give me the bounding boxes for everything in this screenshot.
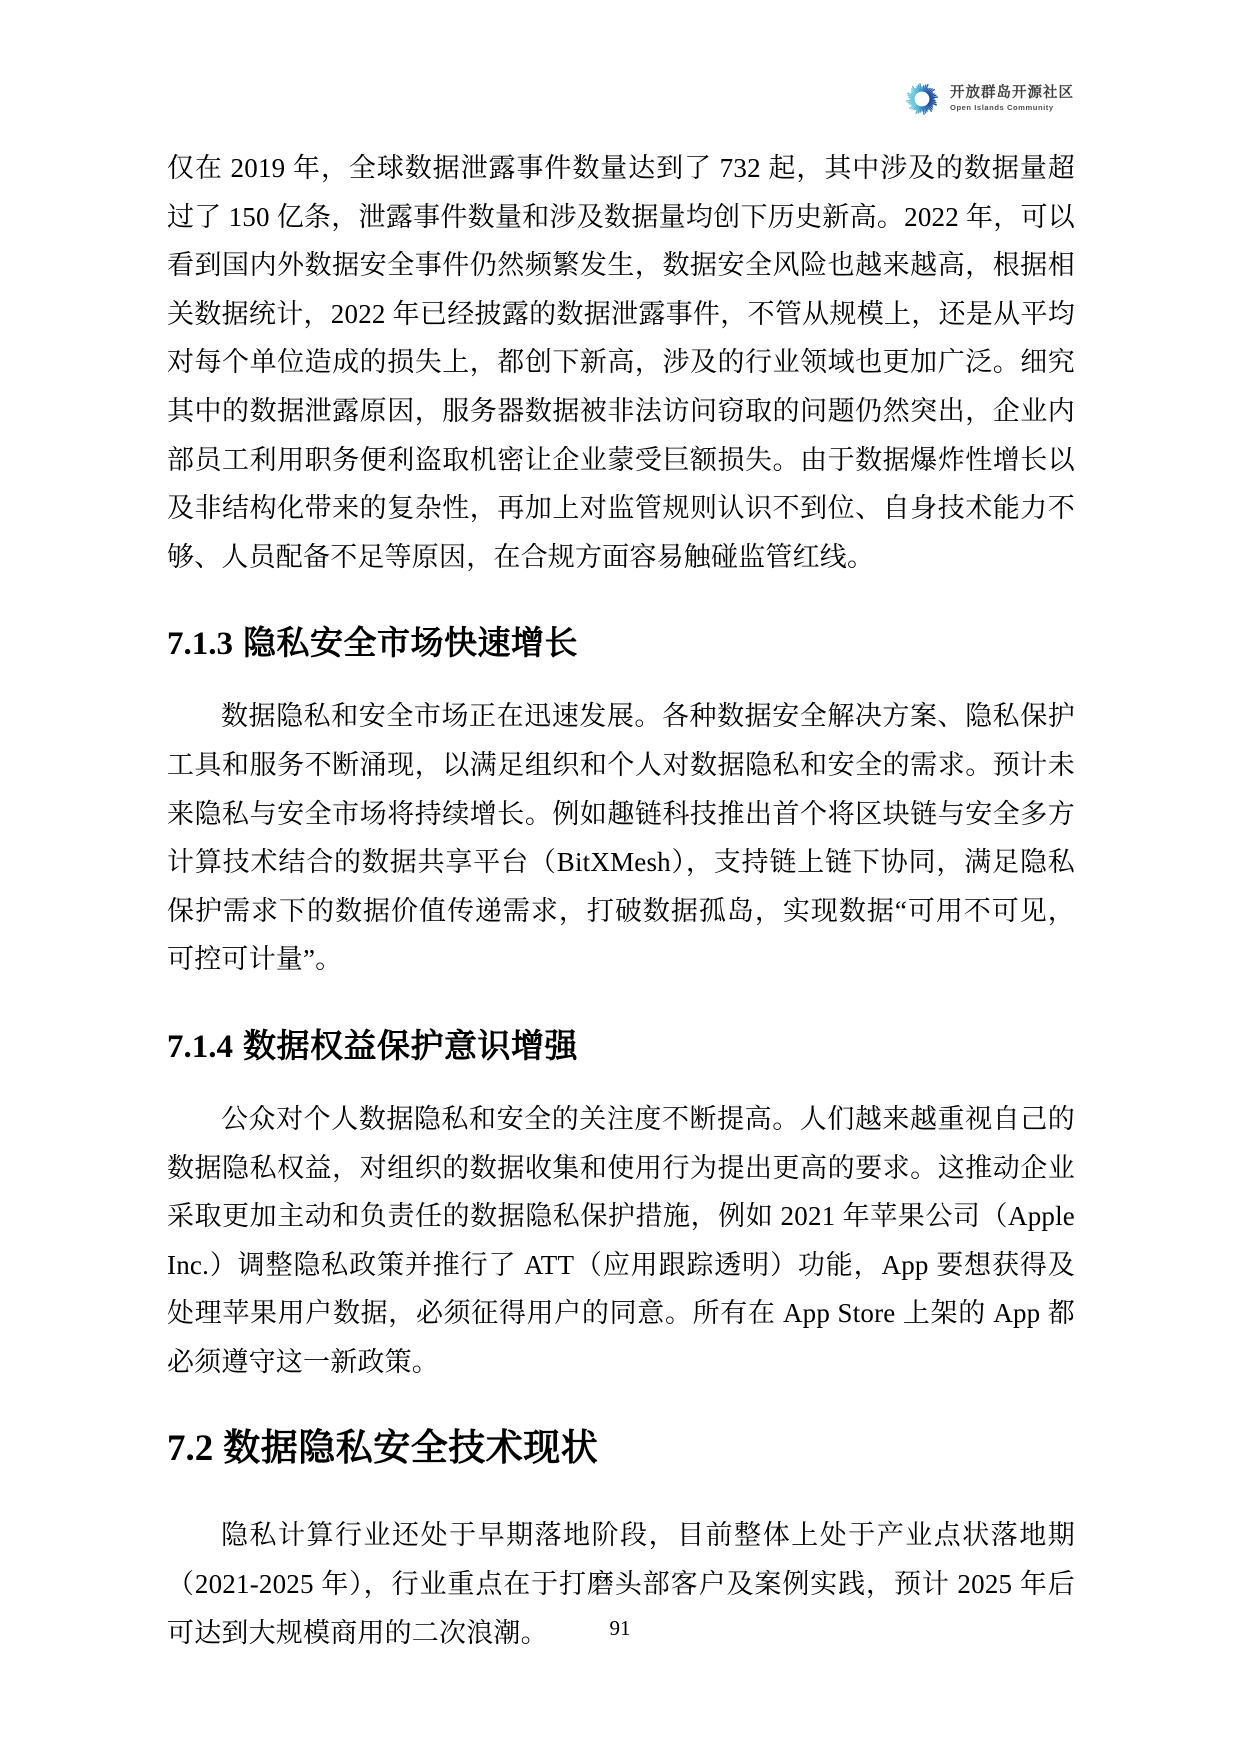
- logo-sunburst-icon: [903, 80, 941, 118]
- paragraph-7-2: 隐私计算行业还处于早期落地阶段，目前整体上处于产业点状落地期（2021-2025 年），行业重点在于打磨头部客户及案例实践，预计 2025 年后可达到大规模商用的二次浪潮。: [167, 1520, 1075, 1648]
- paragraph-7-1-4: 公众对个人数据隐私和安全的关注度不断提高。人们越来越重视自己的数据隐私权益，对组织的数据收集和使用行为提出更高的要求。这推动企业采取更加主动和负责任的数据隐私保护措施，例如 2021 年苹果公司（Apple Inc.）调整隐私政策并推行了 ATT（应用跟踪透明）功能，App 要想获得及处理苹果用户数据，必须征得用户的同意。所有在 App Store 上架的 App 都必须遵守这一新政策。: [167, 1103, 1075, 1377]
- paragraph-7-1-3: 数据隐私和安全市场正在迅速发展。各种数据安全解决方案、隐私保护工具和服务不断涌现，以满足组织和个人对数据隐私和安全的需求。预计未来隐私与安全市场将持续增长。例如趣链科技推出首个将区块链与安全多方计算技术结合的数据共享平台（BitXMesh），支持链上链下协同，满足隐私保护需求下的数据价值传递需求，打破数据孤岛，实现数据“可用不可见，可控可计量”。: [167, 701, 1075, 975]
- heading-title: 数据隐私安全技术现状: [223, 1427, 599, 1469]
- heading-number: 7.1.3: [167, 626, 233, 663]
- heading-title: 隐私安全市场快速增长: [243, 624, 578, 662]
- heading-title: 数据权益保护意识增强: [243, 1026, 578, 1064]
- page-number: 91: [609, 1616, 631, 1640]
- logo-title-zh: 开放群岛开源社区: [950, 85, 1074, 102]
- heading-7-1-3: [167, 619, 1075, 668]
- logo-title-en: Open Islands Community: [950, 102, 1054, 112]
- heading-7-1-4: [167, 1022, 1075, 1071]
- heading-number: 7.2: [167, 1428, 214, 1470]
- logo: [903, 80, 1074, 118]
- document-body: [167, 144, 1075, 1657]
- heading-7-2: [167, 1422, 1075, 1475]
- paragraph-intro: 仅在 2019 年，全球数据泄露事件数量达到了 732 起，其中涉及的数据量超过了 150 亿条，泄露事件数量和涉及数据量均创下历史新高。2022 年，可以看到国内外数据安全事件仍然频繁发生，数据安全风险也越来越高，根据相关数据统计，2022 年已经披露的数据泄露事件，不管从规模上，还是从平均对每个单位造成的损失上，都创下新高，涉及的行业领域也更加广泛。细究其中的数据泄露原因，服务器数据被非法访问窃取的问题仍然突出，企业内部员工利用职务便利盗取机密让企业蒙受巨额损失。由于数据爆炸性增长以及非结构化带来的复杂性，再加上对监管规则认识不到位、自身技术能力不够、人员配备不足等原因，在合规方面容易触碰监管红线。: [167, 153, 1075, 572]
- logo-text: [950, 85, 1074, 112]
- heading-number: 7.1.4: [167, 1028, 233, 1065]
